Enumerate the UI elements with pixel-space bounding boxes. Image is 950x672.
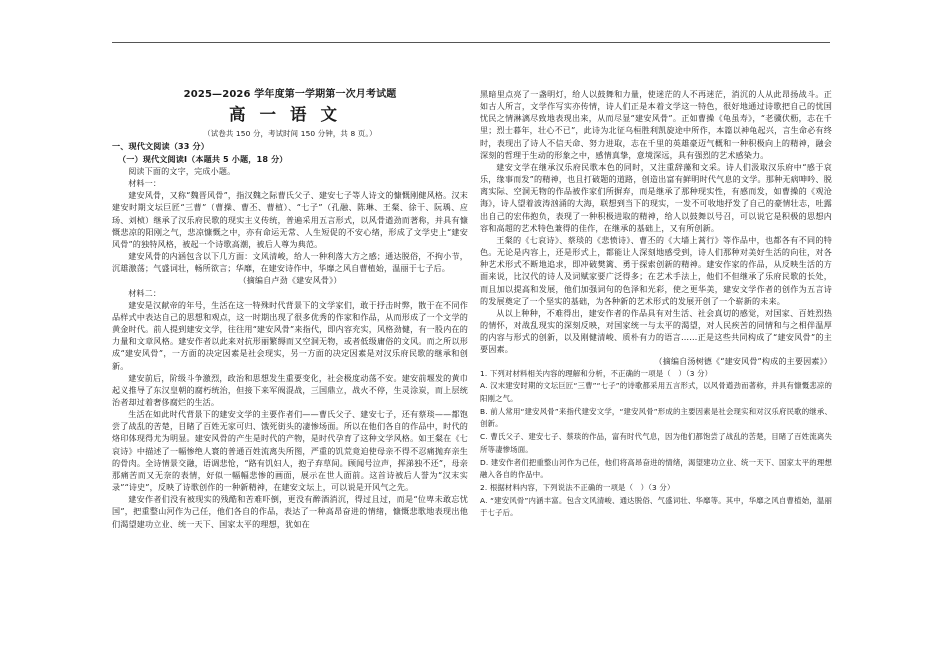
sub-heading: （一）现代文阅读Ⅰ（本题共 5 小题，18 分） [118, 153, 288, 164]
question-1-option-d: D. 建安作者们把重整山河作为己任，他们将高昂奋进的情绪，渴望建功立业、统一天下、国家太平的理想融入各自的作品中。 [480, 457, 832, 480]
question-1-stem: 1. 下列对材料相关内容的理解和分析，不正确的一项是（ ）（3 分） [480, 368, 713, 378]
question-1-option-c: C. 曹氏父子、建安七子、蔡琰的作品，富有时代气息，因为他们都饱尝了战乱的苦楚，目睹了百姓流离失所等凄惨场面。 [480, 432, 832, 454]
right-column [480, 88, 832, 666]
material2-paragraph: 从以上种种，不难得出，建安作者的作品具有对生活、社会真切的感觉，对国家、百姓烈热的情怀，对战乱现实的深刻反映，对国家统一与太平的渴望，对人民疾苦的同情和与之相伴温厚的内容与形式的创新，以及刚健清峻、质朴有力的语言……正是这些共同构成了“建安风骨”的主要因素。 [480, 307, 832, 355]
material2-paragraph: 建安前后，阶级斗争激烈，政治和思想发生重要变化，社会极度动荡不安。建安前堰发的黄巾起义推导了东汉皇朝的腐朽统治，但接下来军阀混战，三国鼎立，战火不停，生灵涂炭，而上层统治者却过着奢侈腐烂的生活。 [112, 372, 468, 407]
question-1-option-b: B. 前人常用“建安风骨”来指代建安文学，“建安风骨”形成的主要因素是社会现实和对汉乐府民歌的继承、创新。 [480, 406, 832, 429]
material1-paragraph: 建安风骨的内涵包含以下几方面：文风清峻，给人一种利落大方之感；通达脱俗，不拘小节，沉雄激荡；气盛词壮，畅所欲言；华靡，在建安诗作中，华靡之风自曹植始，温丽于七子后。 [112, 251, 468, 274]
material2-paragraph: 建安作者们没有被现实的残酷和苦难吓倒，更没有醉酒消沉，得过且过，而是“位卑未敢忘忧国”，把重整山河作为己任，他们各自的作品，表达了一种高昂奋进的情绪，慷慨悲歌地表现出他们渴望建功立业、统一天下、国家太平的理想，犹如在 [112, 494, 468, 529]
left-column [112, 88, 468, 666]
material2-paragraph: 生活在如此时代背景下的建安文学的主要作者们——曹氏父子、建安七子，还有蔡琰——都饱尝了战乱的苦楚，目睹了百姓无家可归、饿死街头的凄惨场面。所以在他们各自的作品中，时代的烙印体现得尤为明显。建安风骨的产生是时代的产物，是时代孕育了这种文学风格。如王粲在《七哀诗》中描述了一幅惨绝人寰的普通百姓流离失所图，严重的饥荒竟迫使母亲不得不忍痛抛弃亲生的骨肉。全诗情景交融，语调悲怆，“路有饥妇人，抱子弃草间。顾闻号泣声，挥涕独不还”，母亲那痛苦而又无奈的表情，好似一幅幅悲惨的画面，展示在世人面前。这首诗被后人誉为“汉末实录”“诗史”，反映了诗歌创作的一种新精神，在建安文坛上，可以说是开风气之先。 [112, 409, 468, 493]
material2-continuation: 黑暗里点亮了一盏明灯，给人以鼓舞和力量，使迷茫的人不再迷茫，消沉的人从此昂扬战斗。正如古人所言，文学作写实亦传情，诗人们正是本着文学这一特色，很好地通过诗歌把自己的忧国忧民之情淋漓尽致地表现出来，从而尽显“建安风骨”。正如曹操《龟虽寿》，“老骥伏枥，志在千里；烈士暮年，壮心不已”，此诗为北征乌桓胜利凯旋途中所作，本篇以神龟起兴，言生命必有终时，表现出了诗人不信天命、努力进取，志在千里的英雄豪迈气概和一种积极向上的精神，融会深刻的哲理于生动的形象之中，感情真挚，意境深远，具有强烈的艺术感染力。 [480, 89, 832, 160]
material1-paragraph: 建安风骨，又称“魏晋风骨”，指汉魏之际曹氏父子、建安七子等人诗文的慷慨刚健风格。汉末建安时期文坛巨匠“三曹”（曹操、曹丕、曹植）、“七子”（孔融、陈琳、王粲、徐干、阮瑀、应玚、刘桢）继承了汉乐府民歌的现实主义传统，普遍采用五言形式，以风骨遒劲而著称，并具有慷慨悲凉的阳刚之气，悲凉慷慨之中，亦有命运无常、人生短促的不安心绪，形成了文学史上“建安风骨”的独特风格，被起一个诗歌高潮，被后人尊为典范。 [112, 190, 468, 249]
question-2-stem: 2. 根据材料内容，下列说法不正确的一项是（ ）（3 分） [480, 482, 675, 492]
material2-label: 材料二： [128, 287, 162, 298]
question-2-option-a: A. “建安风骨”内涵丰富。包含文风清峻、通达脱俗、气盛词壮、华靡等。其中，华靡之风自曹植始，温丽于七子后。 [480, 495, 832, 518]
material1-label: 材料一： [128, 178, 162, 189]
material2-source: （摘编自汤树德《“建安风骨”构成的主要因素》） [654, 356, 832, 367]
header-rule [112, 42, 830, 43]
material1-source: （摘编自卢劲《建安风骨》） [238, 275, 342, 286]
subject-title: 高一语文 [229, 105, 351, 124]
material2-paragraph: 王粲的《七哀诗》、蔡琰的《悲愤诗》、曹丕的《大墙上蒿行》等作品中，也都各有不同的特色。无论是内容上，还是形式上，都能让人深刻地感受到，诗人们那种对美好生活的向往，对各种艺术形式不断地追求，即冲破樊篱、勇于探索创新的精神。建安作家的作品，从反映生活的方面来说，比汉代的诗人及词赋家要广泛得多；在艺术手法上，他们不但继承了乐府民歌的长处，而且加以提高和发展，他们加强词句的色泽和光彩，使之更华美，建安文学作者的创作为五言诗的发展奠定了一个坚实的基础，为各种新的艺术形式的发展开创了一个崭新的未来。 [480, 234, 832, 306]
question-1-option-a: A. 汉末建安时期的文坛巨匠“三曹”“七子”的诗歌都采用五言形式，以风骨遒劲而著称，并具有慷慨悲凉的阳刚之气。 [480, 381, 832, 403]
exam-title: 2025—2026 学年度第一学期第一次月考试题 [183, 89, 397, 100]
instruction: 阅读下面的文字，完成小题。 [128, 166, 236, 176]
material2-paragraph: 建安是汉献帝的年号，生活在这一特殊时代背景下的文学家们，敢于抒击时弊，散于在不同作品样式中表达自己的思想和观点，这一时期出现了很多优秀的作家和作品，从而形成了一个文学的黄金时代。前人提到建安文学，往往用“建安风骨”来指代，即内容充实，风格劲健，有一股内在的力量和文章风格。建安作者以此来对抗形丽繁缛而又空洞无物，或者低级庸俗的文风。而之所以形成“建安风骨”，一方面的决定因素是社会现实，另一方面的决定因素是对汉乐府民歌的继承和创新。 [112, 299, 468, 371]
exam-note: （试卷共 150 分，考试时间 150 分钟，共 8 页。） [203, 129, 377, 138]
section-heading: 一、现代文阅读（33 分） [112, 141, 209, 151]
material2-paragraph: 建安文学在继承汉乐府民歌本色的同时，又注重辞藻和文采。诗人们汲取汉乐府中“感于哀乐，缘事而发”的精神，也且打破题的道路，创造出富有鲜明时代气息的文学。那种无病呻吟、脱离实际、空洞无物的作品被作家们所摒弃，而是继承了那种现实性，有感而发，如曹操的《观沧海》，诗人望着波涛汹涌的大海，联想到当下的现实，一发不可收地抒发了自己的豪情壮志，吐露出自己的宏伟抱负，表现了一种积极进取的精神，给人以鼓舞以号召，可以说它是积极的思想内容和高超的艺术特色兼得的佳作，在继承的基础上，又有所创新。 [480, 161, 832, 233]
